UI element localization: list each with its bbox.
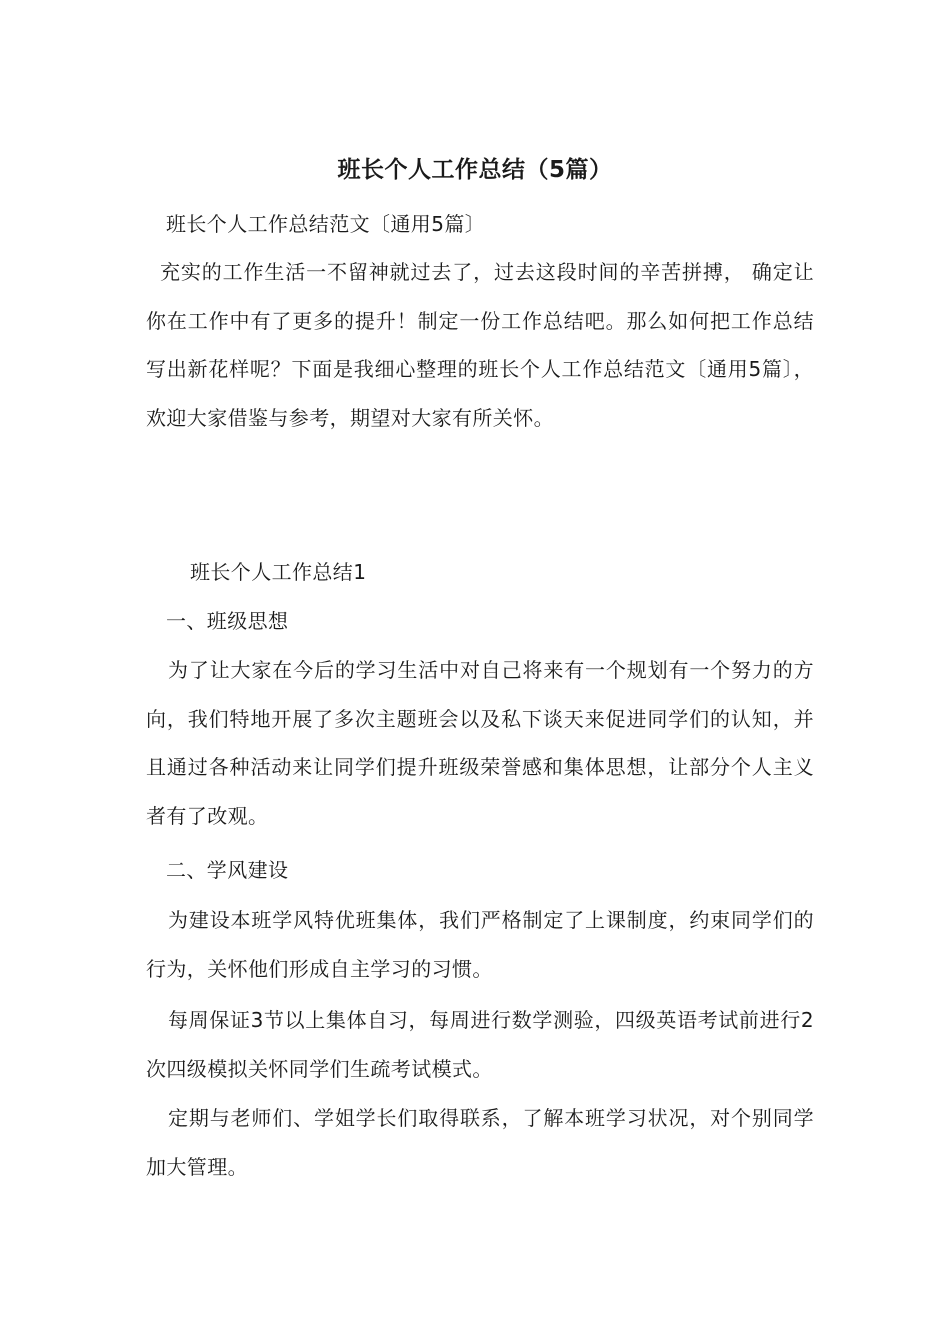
part2-paragraph-3: 定期与老师们、学姐学长们取得联系，了解本班学习状况，对个别同学加大管理。	[146, 1106, 814, 1179]
document-subtitle: 班长个人工作总结范文〔通用5篇〕	[166, 212, 486, 236]
part2-heading: 二、学风建设	[166, 858, 289, 882]
document-title: 班长个人工作总结（5篇）	[337, 157, 613, 183]
part2-paragraph-2: 每周保证3节以上集体自习，每周进行数学测验，四级英语考试前进行2次四级模拟关怀同学们生疏考试模式。	[146, 1008, 814, 1081]
part2-paragraph-1: 为建设本班学风特优班集体，我们严格制定了上课制度，约束同学们的行为，关怀他们形成自主学习的习惯。	[146, 908, 814, 981]
part1-heading: 一、班级思想	[166, 609, 289, 633]
part1-paragraph: 为了让大家在今后的学习生活中对自己将来有一个规划有一个努力的方向，我们特地开展了多次主题班会以及私下谈天来促进同学们的认知，并且通过各种活动来让同学们提升班级荣誉感和集体思想，让部分个人主义者有了改观。	[146, 658, 814, 828]
intro-paragraph: 充实的工作生活一不留神就过去了，过去这段时间的辛苦拼搏， 确定让你在工作中有了更多的提升！制定一份工作总结吧。那么如何把工作总结写出新花样呢？下面是我细心整理的班长个人工作总结范文〔通用5篇〕，欢迎大家借鉴与参考，期望对大家有所关怀。	[146, 260, 814, 430]
section-heading: 班长个人工作总结1	[190, 560, 367, 584]
